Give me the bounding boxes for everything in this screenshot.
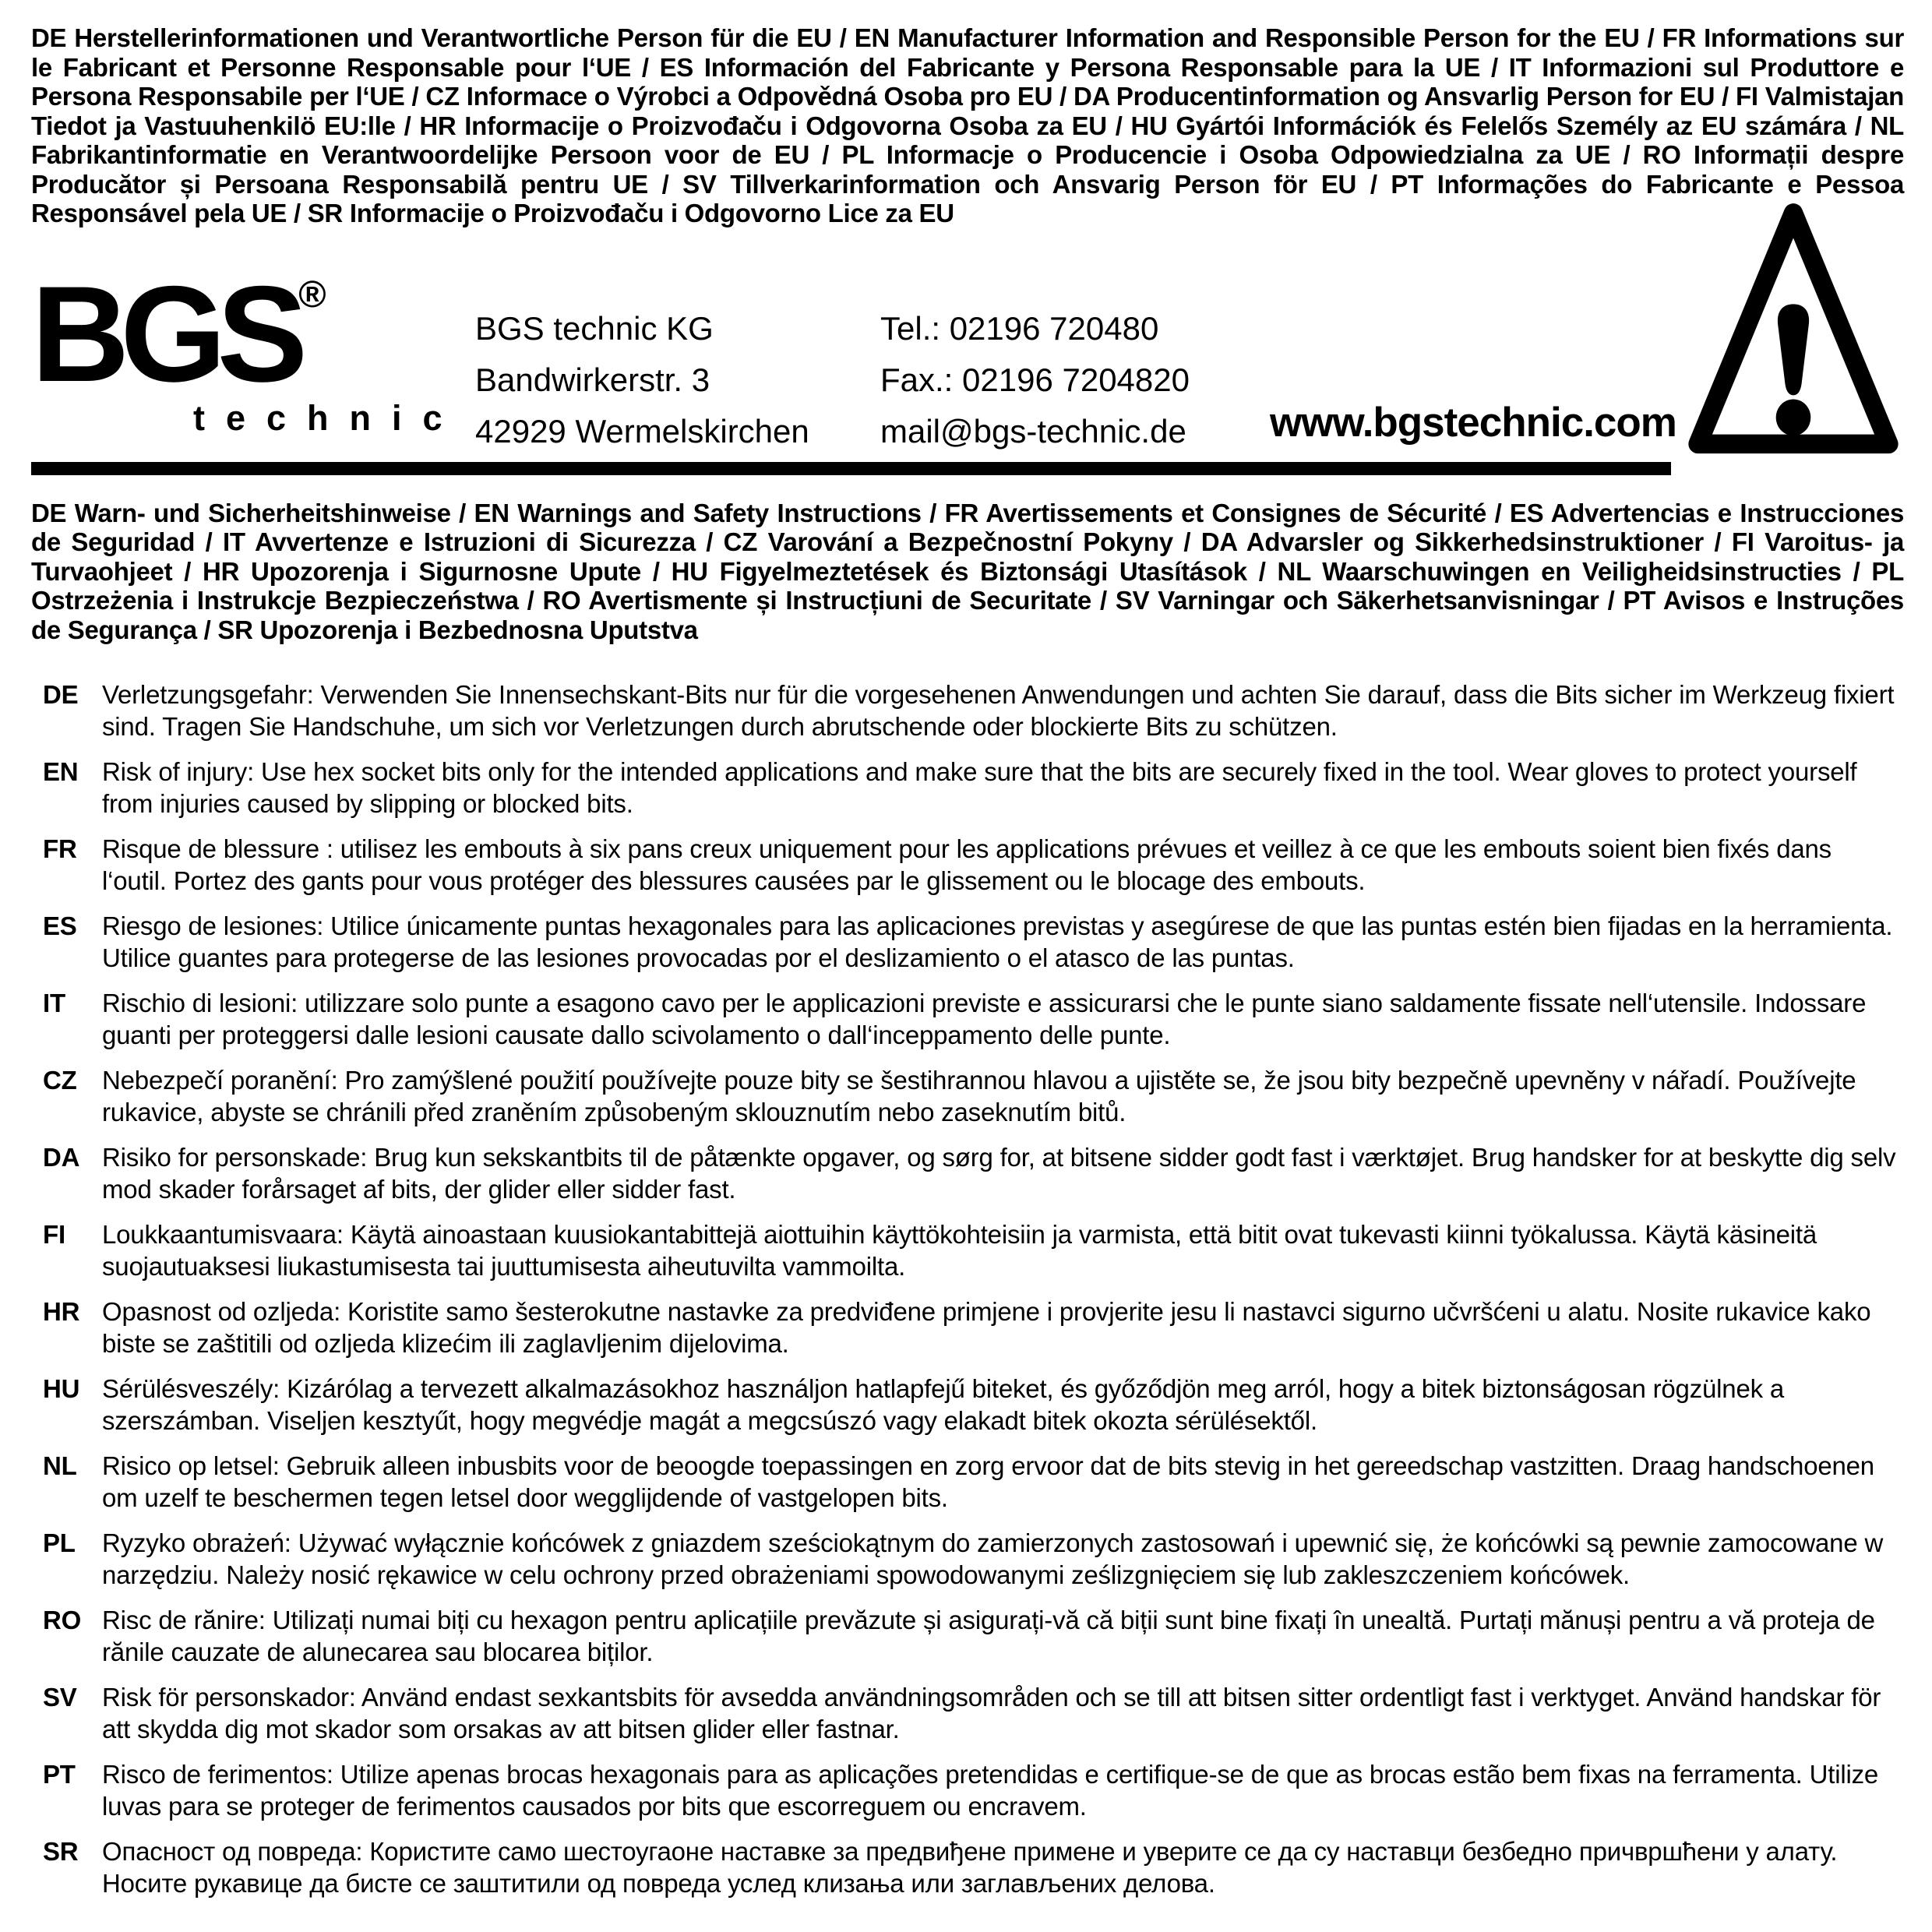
warning-lang-code: HU [43, 1374, 80, 1403]
company-street: Bandwirkerstr. 3 [475, 361, 710, 398]
warning-item [43, 1218, 1904, 1282]
warning-item [43, 1450, 1904, 1514]
warning-lang-code: RO [43, 1606, 82, 1634]
warning-lang-code: SR [43, 1837, 79, 1866]
divider-rule [31, 462, 1671, 475]
warning-lang-code: DE [43, 680, 79, 709]
warnings-header: DE Warn- und Sicherheitshinweise / EN Warnings and Safety Instructions / FR Avertissements et Consignes de Sécurité / ES Advertencias e Instrucciones de Seguridad / IT Avvertenze e Istruzioni di Sicurezza / CZ Varování a Bezpečnostní Pokyny / DA Advarsler og Sikkerhedsinstruktioner / FI Varoitus- ja Turvaohjeet / HR Upozorenja i Sigurnosne Upute / HU Figyelmeztetések és Biztonsági Utasítások / NL Waarschuwingen en Veiligheidsinstructies / PL Ostrzeżenia i Instrukcje Bezpieczeństwa / RO Avertismente și Instrucțiuni de Securitate / SV Varningar och Säkerhetsanvisningar / PT Avisos e Instruções de Segurança / SR Upozorenja i Bezbednosna Uputstva [31, 498, 1904, 644]
warning-item [43, 679, 1904, 742]
warning-lang-code: DA [43, 1143, 80, 1172]
warning-lang-code: IT [43, 989, 65, 1017]
warning-item [43, 1141, 1904, 1205]
company-city: 42929 Wermelskirchen [475, 412, 809, 450]
warning-item [43, 1681, 1904, 1745]
warning-lang-code: EN [43, 757, 79, 786]
warning-text: Verletzungsgefahr: Verwenden Sie Innensechskant-Bits nur für die vorgesehenen Anwendungen und achten Sie darauf, dass die Bits sicher im Werkzeug fixiert sind. Tragen Sie Handschuhe, um sich vor Verletzungen durch abrutschende oder blockierte Bits zu schützen. [102, 680, 1895, 741]
warning-item [43, 1604, 1904, 1668]
company-name: BGS technic KG [475, 309, 714, 347]
company-website: www.bgstechnic.com [1270, 399, 1676, 446]
warning-text: Rischio di lesioni: utilizzare solo punte a esagono cavo per le applicazioni previste e assicurarsi che le punte siano saldamente fissate nell‘utensile. Indossare guanti per proteggersi dalle lesioni causate dallo scivolamento o dall‘inceppamento delle punte. [102, 989, 1867, 1049]
warning-lang-code: ES [43, 911, 77, 940]
warning-text: Loukkaantumisvaara: Käytä ainoastaan kuusiokantabittejä aiottuihin käyttökohteisiin ja varmista, että bitit ovat tukevasti kiinni työkalussa. Käytä käsineitä suojautuaksesi liukastumisesta tai juuttumisesta aiheutuvilta vammoilta. [102, 1220, 1817, 1281]
warnings-list [31, 679, 1904, 1899]
warning-text: Risc de rănire: Utilizați numai biți cu hexagon pentru aplicațiile prevăzute și asigurați-vă că biții sunt bine fixați în unealtă. Purtați mănuși pentru a vă proteja de rănile cauzate de alunecarea sau blocarea biților. [102, 1606, 1875, 1666]
warning-text: Risk of injury: Use hex socket bits only for the intended applications and make sure that the bits are securely fixed in the tool. Wear gloves to protect yourself from injuries caused by slipping or blocked bits. [102, 757, 1857, 818]
warning-text: Risico op letsel: Gebruik alleen inbusbits voor de beoogde toepassingen en zorg ervoor dat de bits stevig in het gereedschap vastzitten. Draag handschoenen om uzelf te beschermen tegen letsel door wegglijdende of vastgelopen bits. [102, 1451, 1874, 1512]
company-address [475, 303, 880, 457]
warning-text: Risk för personskador: Använd endast sexkantsbits för avsedda användningsområden och se till att bitsen sitter ordentligt fast i verktyget. Använd handskar för att skydda dig mot skador som orsakas av att bitsen glider eller fastnar. [102, 1683, 1881, 1743]
warning-lang-code: PT [43, 1760, 76, 1789]
bgs-logo-text: BGS [31, 258, 299, 411]
warning-lang-code: NL [43, 1451, 77, 1480]
company-contact [880, 303, 1239, 457]
warning-lang-code: FI [43, 1220, 65, 1249]
warning-text: Опасност од повреда: Користите само шестоугаоне наставке за предвиђене примене и уверите се да су наставци безбедно причвршћени у алату. Носите рукавице да бисте се заштитили од повреда услед клизања или заглављених делова. [102, 1837, 1838, 1898]
warning-text: Risque de blessure : utilisez les embouts à six pans creux uniquement pour les applications prévues et veillez à ce que les embouts soient bien fixés dans l‘outil. Portez des gants pour vous protéger des blessures causées par le glissement ou le blocage des embouts. [102, 834, 1832, 895]
warning-text: Risiko for personskade: Brug kun sekskantbits til de påtænkte opgaver, og sørg for, at bitsene sidder godt fast i værktøjet. Brug handsker for at beskytte dig selv mod skader forårsaget af bits, der glider eller sidder fast. [102, 1143, 1896, 1204]
manufacturer-header: DE Herstellerinformationen und Verantwortliche Person für die EU / EN Manufacturer Information and Responsible Person for the EU / FR Informations sur le Fabricant et Personne Responsable pour l‘UE / ES Información del Fabricante y Persona Responsable para la UE / IT Informazioni sul Produttore e Persona Responsabile per l‘UE / CZ Informace o Výrobci a Odpovědná Osoba pro EU / DA Producentinformation og Ansvarlig Person for EU / FI Valmistajan Tiedot ja Vastuuhenkilö EU:lle / HR Informacije o Proizvođaču i Odgovorna Osoba za EU / HU Gyártói Információk és Felelős Személy az EU számára / NL Fabrikantinformatie en Verantwoordelijke Persoon voor de EU / PL Informacje o Producencie i Osoba Odpowiedzialna za UE / RO Informații despre Producător și Persoana Responsabilă pentru UE / SV Tillverkarinformation och Ansvarig Person för EU / PT Informações do Fabricante e Pessoa Responsável pela UE / SR Informacije o Proizvođaču i Odgovorno Lice za EU [31, 23, 1904, 227]
warning-text: Nebezpečí poranění: Pro zamýšlené použití používejte pouze bity se šestihrannou hlavou a ujistěte se, že jsou bity bezpečně upevněny v nářadí. Používejte rukavice, abyste se chránili před zraněním způsobeným sklouznutím nebo zaseknutím bitů. [102, 1066, 1856, 1126]
warning-item [43, 833, 1904, 897]
company-fax: Fax.: 02196 7204820 [880, 361, 1190, 398]
bgs-logo-wordmark [31, 258, 397, 411]
warning-item [43, 1064, 1904, 1128]
warning-lang-code: SV [43, 1683, 77, 1712]
bgs-logo [31, 258, 464, 457]
company-block [31, 258, 1904, 457]
warning-item [43, 756, 1904, 820]
warning-lang-code: HR [43, 1297, 80, 1326]
warning-text: Ryzyko obrażeń: Używać wyłącznie końcówek z gniazdem sześciokątnym do zamierzonych zastosowań i upewnić się, że końcówki są pewnie zamocowane w narzędziu. Należy nosić rękawice w celu ochrony przed obrażeniami spowodowanymi ześlizgnięciem się lub zakleszczeniem końcówek. [102, 1528, 1884, 1589]
warning-lang-code: PL [43, 1528, 76, 1557]
registered-trademark: ® [298, 273, 326, 316]
company-email: mail@bgs-technic.de [880, 412, 1186, 450]
warning-item [43, 1527, 1904, 1591]
warning-item [43, 910, 1904, 974]
warning-item [43, 1758, 1904, 1822]
company-tel: Tel.: 02196 720480 [880, 309, 1159, 347]
warning-text: Opasnost od ozljeda: Koristite samo šesterokutne nastavke za predviđene primjene i provjerite jesu li nastavci sigurno učvršćeni u alatu. Nosite rukavice kako biste se zaštitili od ozljeda klizećim ili zaglavljenim dijelovima. [102, 1297, 1871, 1358]
warning-item [43, 987, 1904, 1051]
warning-text: Sérülésveszély: Kizárólag a tervezett alkalmazásokhoz használjon hatlapfejű biteket, és győződjön meg arról, hogy a bitek biztonságosan rögzülnek a szerszámban. Viseljen kesztyűt, hogy megvédje magát a megcsúszó vagy elakadt bitek okozta sérülésektől. [102, 1374, 1785, 1435]
warning-text: Riesgo de lesiones: Utilice únicamente puntas hexagonales para las aplicaciones previstas y asegúrese de que las puntas estén bien fijadas en la herramienta. Utilice guantes para protegerse de las lesiones provocadas por el deslizamiento o el atasco de las puntas. [102, 911, 1893, 972]
warning-text: Risco de ferimentos: Utilize apenas brocas hexagonais para as aplicações pretendidas e certifique-se de que as brocas estão bem fixas na ferramenta. Utilize luvas para se proteger de ferimentos causados por bits que escorreguem ou encravem. [102, 1760, 1879, 1821]
warning-lang-code: CZ [43, 1066, 77, 1095]
warning-triangle-icon [1687, 201, 1899, 458]
warning-item [43, 1373, 1904, 1437]
bgs-logo-subtitle: technic [193, 397, 464, 438]
warning-lang-code: FR [43, 834, 77, 863]
warning-item [43, 1835, 1904, 1899]
warning-item [43, 1296, 1904, 1359]
